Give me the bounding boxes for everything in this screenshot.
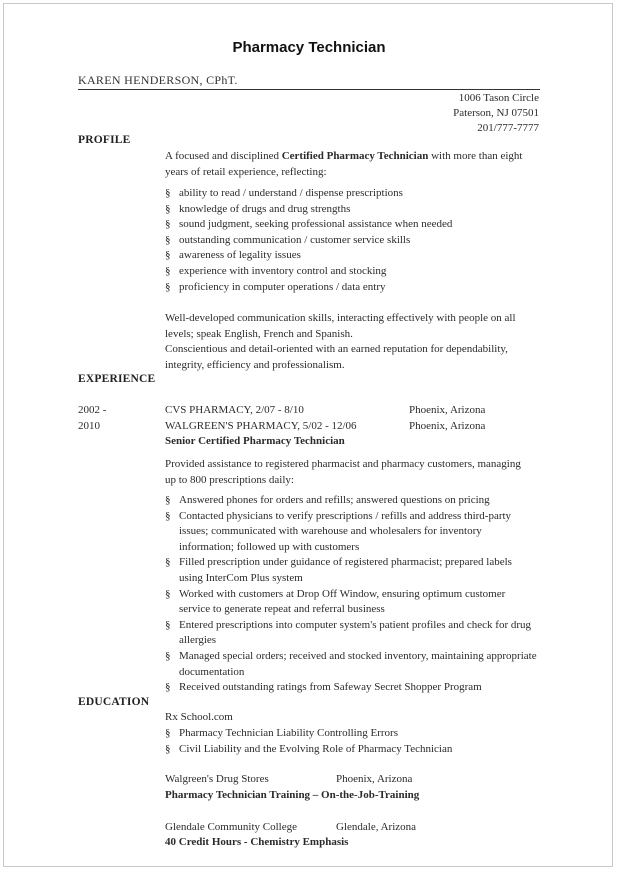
bullet-icon: § <box>165 742 171 755</box>
profile-qualities: Conscientious and detail-oriented with an earned reputation for dependability, integrity, efficiency and professionalism. <box>165 343 508 371</box>
list-item-text: ability to read / understand / dispense prescriptions <box>179 187 403 199</box>
bullet-icon: § <box>165 233 171 246</box>
list-item <box>165 186 537 202</box>
list-item <box>165 649 537 680</box>
list-item <box>165 202 537 218</box>
list-item <box>165 555 537 586</box>
list-item-text: proficiency in computer operations / data entry <box>179 280 386 293</box>
list-item <box>165 217 537 233</box>
list-item-text: Received outstanding ratings from Safeway Secret Shopper Program <box>179 681 482 694</box>
list-item <box>165 680 537 696</box>
list-item-text: Answered phones for orders and refills; answered questions on pricing <box>179 494 490 506</box>
job-location: Phoenix, Arizona <box>409 420 486 432</box>
contact-block <box>453 91 539 136</box>
job-employer: CVS PHARMACY, 2/07 - 8/10 <box>165 404 304 416</box>
resume-title: Pharmacy Technician <box>232 39 386 56</box>
bullet-icon: § <box>165 280 171 293</box>
bullet-icon: § <box>165 202 171 215</box>
list-item-text: sound judgment, seeking professional assistance when needed <box>179 218 453 231</box>
school-location: Glendale, Arizona <box>336 821 417 833</box>
school-name: Rx School.com <box>165 711 233 723</box>
list-item-text: Pharmacy Technician Liability Controlling Errors <box>179 727 398 739</box>
list-item-text: awareness of legality issues <box>179 249 301 262</box>
list-item-text: Worked with customers at Drop Off Window, ensuring optimum customer service to generate repeat and referral business <box>179 587 506 616</box>
bullet-icon: § <box>165 509 171 522</box>
bullet-icon: § <box>165 727 171 739</box>
experience-summary: Provided assistance to registered pharmacist and pharmacy customers, managing up to 800 prescriptions daily: <box>165 458 521 486</box>
job-employer: WALGREEN'S PHARMACY, 5/02 - 12/06 <box>165 420 357 432</box>
list-item <box>165 509 537 556</box>
bullet-icon: § <box>165 556 171 569</box>
education-courses-list <box>165 726 537 757</box>
profile-intro-credential: Certified Pharmacy Technician <box>281 150 429 162</box>
bullet-icon: § <box>165 218 171 231</box>
street-address: 1006 Tason Circle <box>458 92 539 104</box>
profile-languages: Well-developed communication skills, interacting effectively with people on all levels; speak English, French and Spanish. <box>165 312 516 340</box>
list-item <box>165 587 537 618</box>
phone-number: 201/777-7777 <box>477 122 539 134</box>
list-item <box>165 493 537 509</box>
bullet-icon: § <box>165 187 171 199</box>
bullet-icon: § <box>165 249 171 262</box>
years-start: 2002 - <box>78 404 107 416</box>
list-item-text: outstanding communication / customer service skills <box>179 233 411 246</box>
list-item-text: experience with inventory control and stocking <box>179 264 387 277</box>
bullet-icon: § <box>165 494 171 506</box>
header-divider <box>78 89 540 90</box>
list-item-text: Entered prescriptions into computer system's patient profiles and check for drug allergies <box>179 618 532 647</box>
profile-heading: PROFILE <box>78 134 131 146</box>
job-title: Senior Certified Pharmacy Technician <box>165 435 345 447</box>
list-item <box>165 618 537 649</box>
list-item-text: Filled prescription under guidance of registered pharmacist; prepared labels using InterCom Plus system <box>179 556 512 584</box>
bullet-icon: § <box>165 587 171 600</box>
profile-intro-tail: with more than eight years of retail experience, reflecting: <box>165 150 523 178</box>
program-name: Pharmacy Technician Training – On-the-Job-Training <box>165 789 420 801</box>
list-item-text: Contacted physicians to verify prescriptions / refills and address third-party issues; communicated with warehouse and wholesalers for inventory information; followed up with customers <box>179 509 512 553</box>
bullet-icon: § <box>165 618 171 631</box>
list-item <box>165 726 537 742</box>
school-name: Glendale Community College <box>165 821 297 833</box>
list-item <box>165 264 537 280</box>
program-name: 40 Credit Hours - Chemistry Emphasis <box>165 836 349 848</box>
bullet-icon: § <box>165 649 171 662</box>
school-location: Phoenix, Arizona <box>336 773 413 785</box>
profile-skills-list <box>165 186 537 295</box>
years-end: 2010 <box>78 420 100 432</box>
list-item <box>165 248 537 264</box>
bullet-icon: § <box>165 681 171 694</box>
school-name: Walgreen's Drug Stores <box>165 773 269 785</box>
profile-intro-text: A focused and disciplined <box>165 150 282 162</box>
experience-heading: EXPERIENCE <box>78 373 156 385</box>
candidate-name: KAREN HENDERSON, CPhT. <box>78 73 238 87</box>
list-item <box>165 233 537 249</box>
list-item-text: Civil Liability and the Evolving Role of Pharmacy Technician <box>179 742 453 755</box>
list-item-text: Managed special orders; received and stocked inventory, maintaining appropriate documentation <box>179 649 537 678</box>
list-item-text: knowledge of drugs and drug strengths <box>179 202 351 215</box>
list-item <box>165 280 537 296</box>
list-item <box>165 742 537 758</box>
education-heading: EDUCATION <box>78 696 150 708</box>
job-location: Phoenix, Arizona <box>409 404 486 416</box>
city-state-zip: Paterson, NJ 07501 <box>453 107 539 119</box>
profile-intro <box>165 149 530 180</box>
bullet-icon: § <box>165 264 171 277</box>
experience-duties-list <box>165 493 537 696</box>
